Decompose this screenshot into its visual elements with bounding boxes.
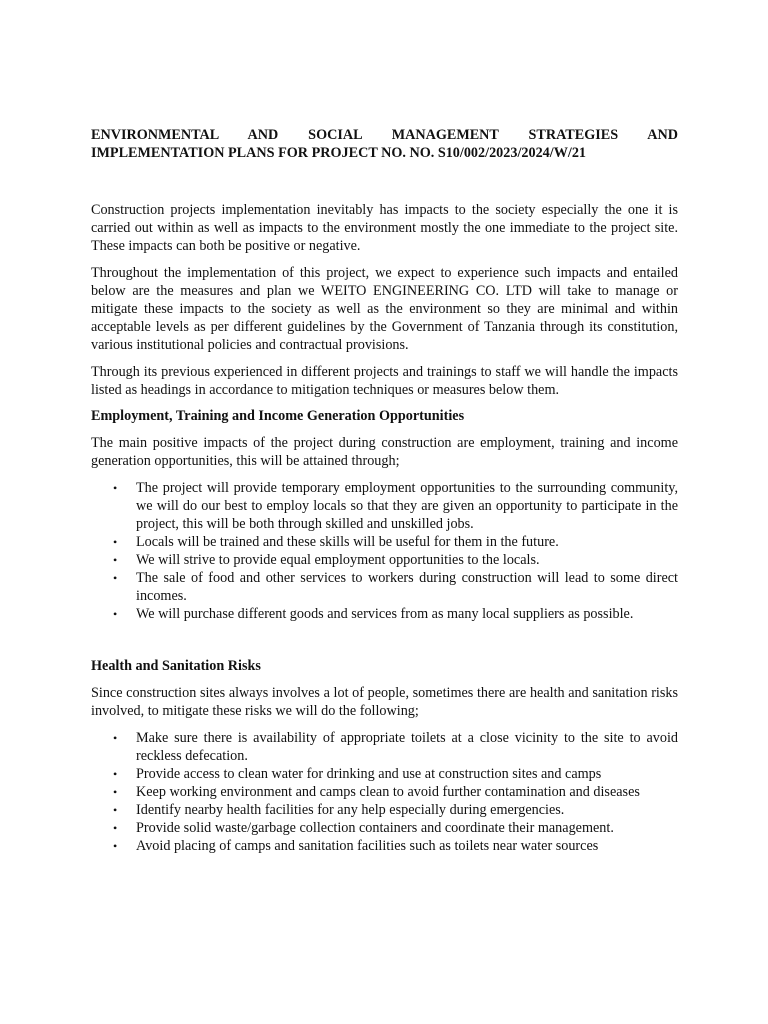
bullet-icon: • xyxy=(113,607,118,621)
list-item-text: Keep working environment and camps clean to avoid further contamination and diseases xyxy=(136,784,640,800)
section-lead-employment: The main positive impacts of the project during construction are employment, training and income generation opportunities, this will be attained through; xyxy=(91,435,678,469)
bullet-icon: • xyxy=(113,785,118,799)
bullet-icon: • xyxy=(113,535,118,549)
bullet-icon: • xyxy=(113,839,118,853)
intro-paragraph-3: Through its previous experienced in different projects and trainings to staff we will handle the impacts listed as headings in accordance to mitigation techniques or measures below them. xyxy=(91,364,678,398)
list-item-text: Provide solid waste/garbage collection containers and coordinate their management. xyxy=(136,820,614,836)
list-item-text: Make sure there is availability of appropriate toilets at a close vicinity to the site to avoid reckless defecation. xyxy=(136,730,678,764)
bullet-icon: • xyxy=(113,731,118,745)
list-item xyxy=(91,533,678,551)
list-item xyxy=(91,765,678,783)
intro-paragraph-1: Construction projects implementation inevitably has impacts to the society especially the one it is carried out within as well as impacts to the environment mostly the one immediate to the project site. These impacts can both be positive or negative. xyxy=(91,202,678,254)
bullet-icon: • xyxy=(113,481,118,495)
list-item-text: We will strive to provide equal employment opportunities to the locals. xyxy=(136,552,540,568)
document-page xyxy=(91,126,678,855)
list-item xyxy=(91,801,678,819)
list-item-text: We will purchase different goods and services from as many local suppliers as possible. xyxy=(136,606,634,622)
list-item xyxy=(91,569,678,605)
section-heading-employment: Employment, Training and Income Generation Opportunities xyxy=(91,408,465,424)
list-item xyxy=(91,729,678,765)
bullet-icon: • xyxy=(113,821,118,835)
list-item-text: Identify nearby health facilities for any help especially during emergencies. xyxy=(136,802,565,818)
title-line-2: IMPLEMENTATION PLANS FOR PROJECT NO. NO. S10/002/2023/2024/W/21 xyxy=(91,145,587,161)
bullet-icon: • xyxy=(113,553,118,567)
list-item-text: The project will provide temporary employment opportunities to the surrounding community, we will do our best to employ locals so that they are given an opportunity to participate in the project, this will be both through skilled and unskilled jobs. xyxy=(136,480,678,532)
list-item xyxy=(91,605,678,623)
bullet-list-employment xyxy=(91,479,678,623)
list-item-text: The sale of food and other services to workers during construction will lead to some direct incomes. xyxy=(136,570,678,604)
title-line-1: ENVIRONMENTAL AND SOCIAL MANAGEMENT STRATEGIES AND xyxy=(91,127,678,143)
list-item-text: Provide access to clean water for drinking and use at construction sites and camps xyxy=(136,766,602,782)
list-item xyxy=(91,819,678,837)
bullet-list-health xyxy=(91,729,678,855)
bullet-icon: • xyxy=(113,767,118,781)
list-item xyxy=(91,837,678,855)
bullet-icon: • xyxy=(113,571,118,585)
intro-paragraph-2: Throughout the implementation of this project, we expect to experience such impacts and entailed below are the measures and plan we WEITO ENGINEERING CO. LTD will take to manage or mitigate these impacts to the society as well as the environment so they are minimal and within acceptable levels as per different guidelines by the Government of Tanzania through its constitution, various institutional policies and contractual provisions. xyxy=(91,265,678,353)
list-item xyxy=(91,551,678,569)
list-item xyxy=(91,783,678,801)
section-heading-health: Health and Sanitation Risks xyxy=(91,658,261,674)
list-item xyxy=(91,479,678,533)
list-item-text: Locals will be trained and these skills will be useful for them in the future. xyxy=(136,534,559,550)
section-lead-health: Since construction sites always involves a lot of people, sometimes there are health and sanitation risks involved, to mitigate these risks we will do the following; xyxy=(91,685,678,719)
list-item-text: Avoid placing of camps and sanitation facilities such as toilets near water sources xyxy=(136,838,599,854)
document-title xyxy=(91,126,678,162)
bullet-icon: • xyxy=(113,803,118,817)
